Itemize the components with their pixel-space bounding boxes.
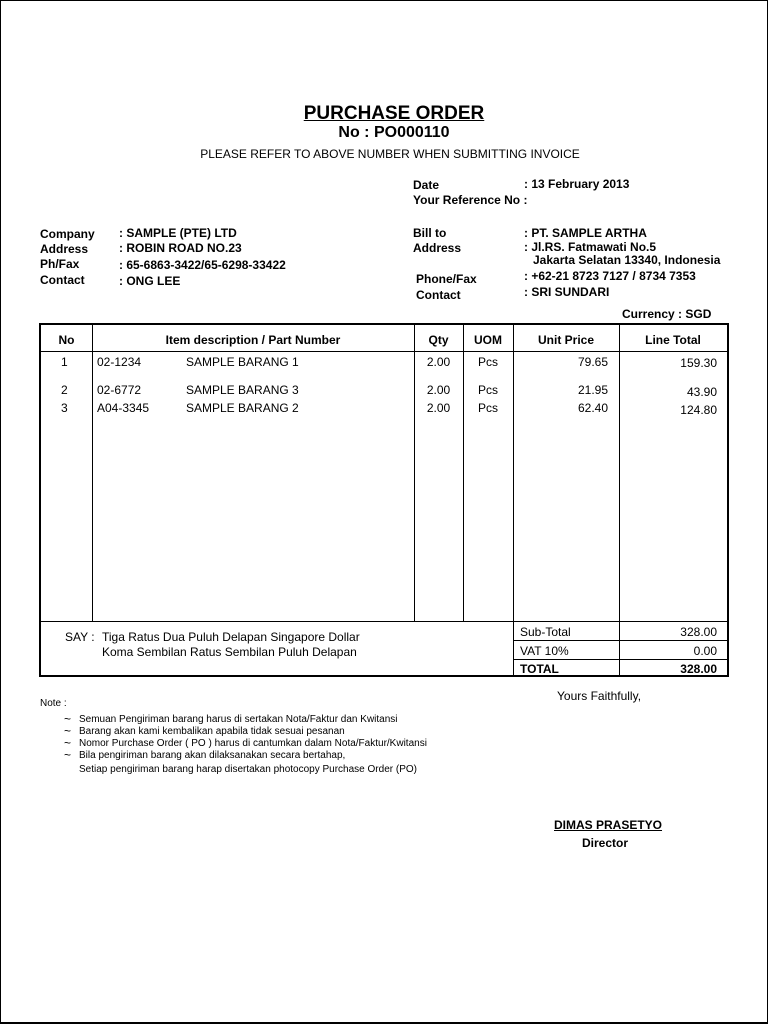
col-divider-price xyxy=(619,325,620,675)
total-value: 328.00 xyxy=(680,662,717,676)
header-uom: UOM xyxy=(474,333,502,347)
col-divider-desc xyxy=(414,325,415,621)
billto-address-line1: : Jl.RS. Fatmawati No.5 xyxy=(524,240,657,254)
company-value: : SAMPLE (PTE) LTD xyxy=(119,226,237,240)
note-bullet-1: ~ xyxy=(64,712,72,726)
row-1-uom: Pcs xyxy=(477,355,498,369)
col-divider-no xyxy=(92,325,93,621)
col-divider-uom xyxy=(513,325,514,675)
row-2-qty: 2.00 xyxy=(426,383,451,397)
company-label: Company xyxy=(40,227,95,241)
header-line-total: Line Total xyxy=(645,333,701,347)
note-item-4: Bila pengiriman barang akan dilaksanakan secara bertahap, xyxy=(79,750,346,761)
subtotal-label: Sub-Total xyxy=(520,625,571,639)
col-divider-qty xyxy=(463,325,464,621)
row-1-total: 159.30 xyxy=(680,356,717,370)
row-2-desc: SAMPLE BARANG 3 xyxy=(186,383,299,397)
say-line-1: Tiga Ratus Dua Puluh Delapan Singapore Dollar xyxy=(102,630,360,644)
table-footer-divider xyxy=(41,621,727,622)
row-2-price: 21.95 xyxy=(577,383,608,397)
totals-divider-1 xyxy=(513,640,727,641)
note-bullet-3: ~ xyxy=(64,736,72,750)
note-item-3: Nomor Purchase Order ( PO ) harus di cantumkan dalam Nota/Faktur/Kwitansi xyxy=(79,738,427,749)
billto-value: : PT. SAMPLE ARTHA xyxy=(524,226,647,240)
phfax-value: : 65-6863-3422/65-6298-33422 xyxy=(119,258,286,272)
contact-value: : ONG LEE xyxy=(119,274,181,288)
vat-label: VAT 10% xyxy=(520,644,569,658)
phfax-label: Ph/Fax xyxy=(40,257,80,271)
billto-contact-label: Contact xyxy=(416,288,461,302)
totals-divider-2 xyxy=(513,659,727,660)
row-2-part: 02-6772 xyxy=(97,383,142,397)
say-label: SAY : xyxy=(65,630,95,644)
date-value: : 13 February 2013 xyxy=(524,177,630,191)
closing-text: Yours Faithfully, xyxy=(557,689,642,703)
billto-contact-value: : SRI SUNDARI xyxy=(524,285,610,299)
po-instruction: PLEASE REFER TO ABOVE NUMBER WHEN SUBMITTING INVOICE xyxy=(200,147,580,161)
header-no: No xyxy=(58,333,75,347)
say-line-2: Koma Sembilan Ratus Sembilan Puluh Delapan xyxy=(102,645,357,659)
row-3-desc: SAMPLE BARANG 2 xyxy=(186,401,299,415)
row-1-desc: SAMPLE BARANG 1 xyxy=(186,355,299,369)
note-continuation: Setiap pengiriman barang harap disertakan photocopy Purchase Order (PO) xyxy=(79,764,417,775)
items-table xyxy=(39,323,729,677)
contact-label: Contact xyxy=(40,273,85,287)
phonefax-value: : +62-21 8723 7127 / 8734 7353 xyxy=(524,269,696,283)
notes-label: Note : xyxy=(40,698,67,709)
billto-label: Bill to xyxy=(413,226,447,240)
row-1-price: 79.65 xyxy=(577,355,608,369)
billto-address-label: Address xyxy=(413,241,462,255)
phonefax-label: Phone/Fax xyxy=(416,272,477,286)
total-label: TOTAL xyxy=(520,662,559,676)
date-label: Date xyxy=(413,178,440,192)
currency-label: Currency : SGD xyxy=(622,307,712,321)
row-2-total: 43.90 xyxy=(686,385,717,399)
row-3-price: 62.40 xyxy=(577,401,608,415)
note-item-2: Barang akan kami kembalikan apabila tidak sesuai pesanan xyxy=(79,726,345,737)
header-unit-price: Unit Price xyxy=(537,333,594,347)
note-item-1: Semuan Pengiriman barang harus di sertakan Nota/Faktur dan Kwitansi xyxy=(79,714,398,725)
row-3-part: A04-3345 xyxy=(97,401,150,415)
reference-label: Your Reference No : xyxy=(413,193,528,207)
row-3-no: 3 xyxy=(61,401,68,415)
signatory-name: DIMAS PRASETYO xyxy=(554,818,663,832)
address-value: : ROBIN ROAD NO.23 xyxy=(119,241,242,255)
row-3-total: 124.80 xyxy=(680,403,717,417)
address-label: Address xyxy=(40,242,89,256)
row-1-no: 1 xyxy=(61,355,68,369)
subtotal-value: 328.00 xyxy=(680,625,717,639)
header-description: Item description / Part Number xyxy=(165,333,341,347)
row-1-qty: 2.00 xyxy=(426,355,451,369)
header-qty: Qty xyxy=(428,333,449,347)
signatory-title: Director xyxy=(582,836,629,850)
document-title: PURCHASE ORDER xyxy=(303,103,485,124)
row-3-qty: 2.00 xyxy=(426,401,451,415)
note-bullet-4: ~ xyxy=(64,748,72,762)
row-2-uom: Pcs xyxy=(477,383,498,397)
table-header-divider xyxy=(41,351,727,352)
row-2-no: 2 xyxy=(61,383,68,397)
vat-value: 0.00 xyxy=(693,644,717,658)
row-3-uom: Pcs xyxy=(477,401,498,415)
row-1-part: 02-1234 xyxy=(97,355,142,369)
note-bullet-2: ~ xyxy=(64,724,72,738)
billto-address-line2: Jakarta Selatan 13340, Indonesia xyxy=(533,253,721,267)
po-number: No : PO000110 xyxy=(338,124,450,141)
